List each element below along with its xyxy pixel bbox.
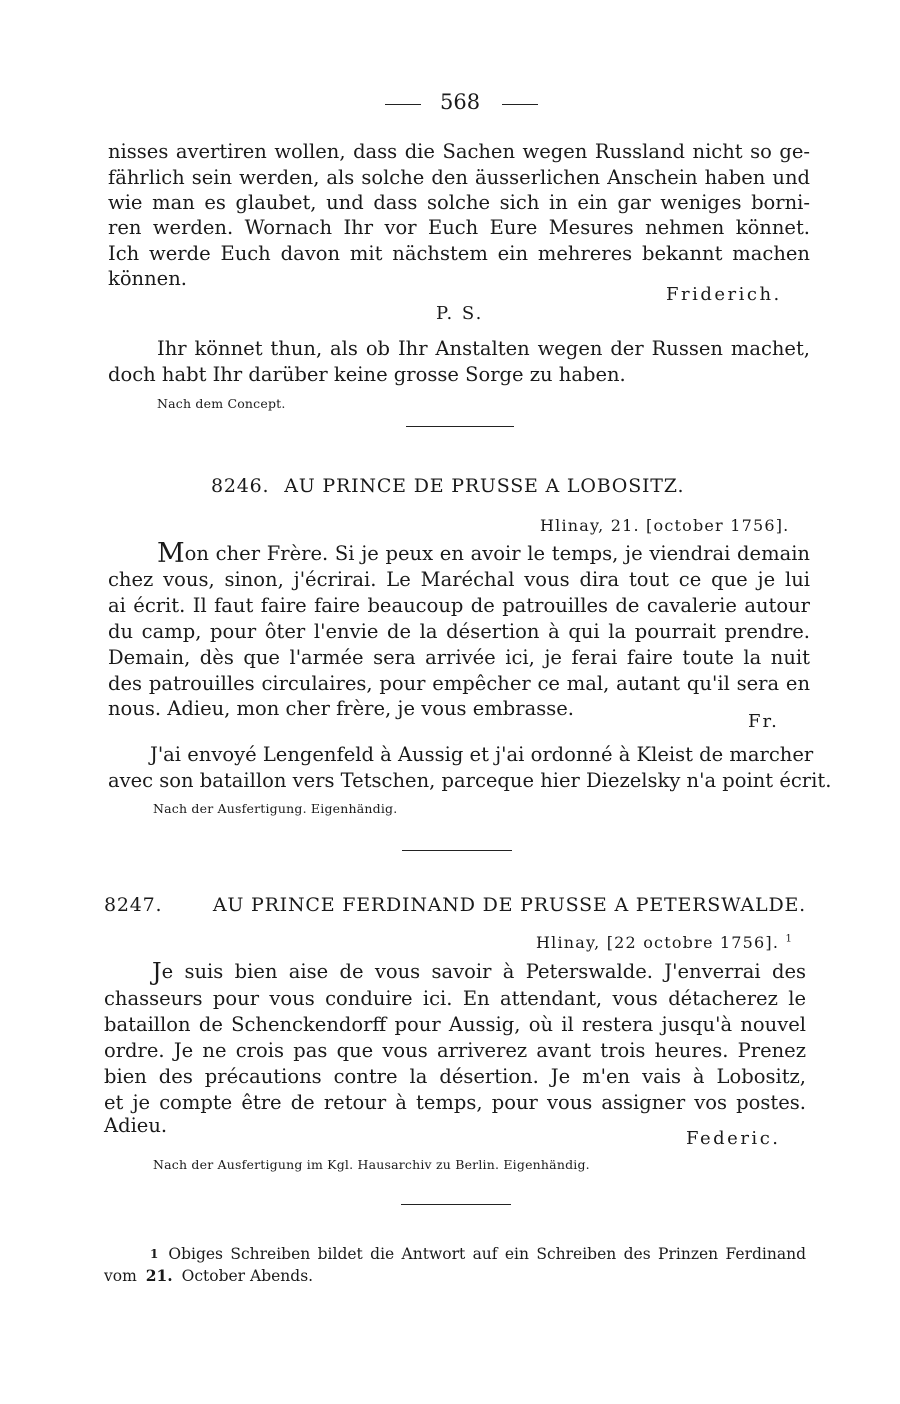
body-line: wie man es glaubet, und dass solche sich in ein gar weniges borni- <box>108 191 810 214</box>
footnote-text: October Abends. <box>181 1267 314 1285</box>
body-line: Ich werde Euch davon mit nächstem ein mehreres bekannt machen <box>108 242 810 265</box>
header-dash-left <box>385 104 421 105</box>
drop-initial: M <box>157 538 185 569</box>
header-dash-right <box>502 104 538 105</box>
footnote <box>104 1243 806 1287</box>
body-line-first <box>152 959 806 985</box>
letter-heading <box>104 894 806 916</box>
body-line: du camp, pour ôter l'envie de la désertion à qui la pourrait prendre. <box>108 620 810 643</box>
postscript-line: J'ai envoyé Lengenfeld à Aussig et j'ai ordonné à Kleist de marcher <box>150 743 814 766</box>
body-line-first <box>157 538 810 569</box>
body-line-last: Adieu. <box>104 1114 168 1137</box>
body-line: des patrouilles circulaires, pour empêcher ce mal, autant qu'il sera en <box>108 672 810 695</box>
body-line: chez vous, sinon, j'écrirai. Le Maréchal vous dira tout ce que je lui <box>108 568 810 591</box>
postscript-line-last: doch habt Ihr darüber keine grosse Sorge zu haben. <box>108 363 626 386</box>
section-divider <box>406 426 514 427</box>
postscript-line: Ihr könnet thun, als ob Ihr Anstalten wegen der Russen machet, <box>157 337 810 360</box>
footnote-line <box>104 1243 806 1265</box>
postscript-line: avec son bataillon vers Tetschen, parceque hier Diezelsky n'a point écrit. <box>108 769 832 792</box>
body-line-last: können. <box>108 267 187 290</box>
body-line: et je compte être de retour à temps, pour vous assigner vos postes. <box>104 1091 806 1114</box>
body-line: bataillon de Schenckendorff pour Aussig, où il restera jusqu'à nouvel <box>104 1013 806 1036</box>
footnote-text: vom <box>104 1267 137 1285</box>
body-line: e suis bien aise de vous savoir à Peterswalde. J'enverrai des <box>161 960 806 983</box>
body-line: chasseurs pour vous conduire ici. En attendant, vous détacherez le <box>104 987 806 1010</box>
footnote-marker: 1 <box>150 1247 159 1261</box>
drop-initial: J <box>152 958 162 986</box>
dateline-text: Hlinay, [22 octobre 1756]. <box>536 933 780 952</box>
source-note: Nach dem Concept. <box>157 396 286 411</box>
page-number: 568 <box>440 90 481 114</box>
dateline <box>536 933 793 952</box>
section-divider <box>401 1204 511 1205</box>
section-divider <box>402 850 512 851</box>
footnote-marker: 1 <box>785 933 794 945</box>
body-line: fährlich sein werden, als solche den äusserlichen Anschein haben und <box>108 166 810 189</box>
letter-number: 8246. <box>211 475 270 497</box>
letter-title: AU PRINCE DE PRUSSE A LOBOSITZ. <box>284 475 685 497</box>
body-line-last: nous. Adieu, mon cher frère, je vous embrasse. <box>108 697 574 720</box>
signature: Friderich. <box>666 284 782 305</box>
body-line: ren werden. Wornach Ihr vor Euch Eure Mesures nehmen könnet. <box>108 216 810 239</box>
signature: Federic. <box>686 1128 781 1149</box>
signature: Fr. <box>748 711 779 732</box>
body-line: on cher Frère. Si je peux en avoir le temps, je viendrai demain <box>184 542 810 565</box>
dateline: Hlinay, 21. [october 1756]. <box>540 516 790 535</box>
postscript-heading: P. S. <box>436 303 484 324</box>
footnote-text: Obiges Schreiben bildet die Antwort auf ein Schreiben des Prinzen Ferdinand <box>168 1245 806 1263</box>
source-note: Nach der Ausfertigung. Eigenhändig. <box>153 801 398 816</box>
body-line: bien des précautions contre la désertion. Je m'en vais à Lobositz, <box>104 1065 806 1088</box>
body-line: ai écrit. Il faut faire faire beaucoup de patrouilles de cavalerie autour <box>108 594 810 617</box>
letter-number: 8247. <box>104 894 163 916</box>
footnote-line <box>104 1265 806 1287</box>
source-note: Nach der Ausfertigung im Kgl. Hausarchiv zu Berlin. Eigenhändig. <box>153 1157 590 1172</box>
letter-title: AU PRINCE FERDINAND DE PRUSSE A PETERSWALDE. <box>212 894 806 916</box>
body-line: ordre. Je ne crois pas que vous arriverez avant trois heures. Prenez <box>104 1039 806 1062</box>
body-line: Demain, dès que l'armée sera arrivée ici, je ferai faire toute la nuit <box>108 646 810 669</box>
body-line: nisses avertiren wollen, dass die Sachen wegen Russland nicht so ge- <box>108 140 810 163</box>
letter-heading <box>211 475 684 497</box>
footnote-date: 21. <box>145 1266 173 1285</box>
